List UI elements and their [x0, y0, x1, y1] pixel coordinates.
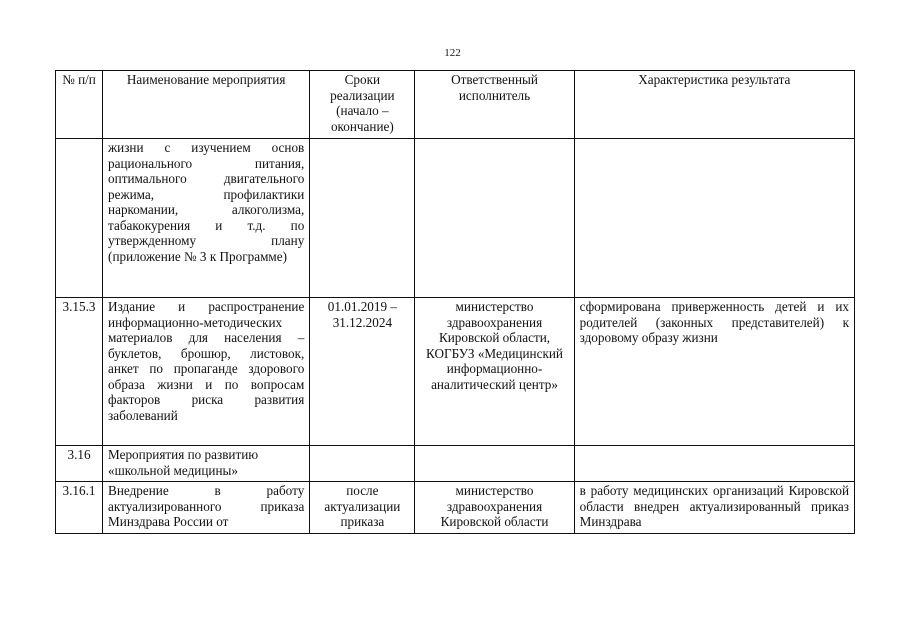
header-result: Характеристика результата [574, 71, 854, 139]
cell-dates: 01.01.2019 – 31.12.2024 [310, 298, 415, 446]
cell-number: 3.15.3 [56, 298, 103, 446]
cell-executor: министерство здравоохранения Кировской области, КОГБУЗ «Медицинский информационно-аналитический центр» [415, 298, 574, 446]
header-number: № п/п [56, 71, 103, 139]
cell-dates: после актуализации приказа [310, 482, 415, 534]
header-dates: Сроки реализации (начало – окончание) [310, 71, 415, 139]
table-row [56, 139, 855, 298]
cell-activity-name: жизни с изучением основ рационального питания, оптимального двигательного режима, профилактики наркомании, алкоголизма, табакокурения и т.д. по утвержденному плану (приложение № 3 к Программе) [103, 139, 310, 298]
table-row [56, 482, 855, 534]
cell-executor [415, 446, 574, 482]
cell-dates [310, 139, 415, 298]
cell-number: 3.16 [56, 446, 103, 482]
cell-number [56, 139, 103, 298]
header-activity-name: Наименование мероприятия [103, 71, 310, 139]
header-executor: Ответственный исполнитель [415, 71, 574, 139]
cell-executor [415, 139, 574, 298]
cell-result: в работу медицинских организаций Кировской области внедрен актуализированный приказ Минздрава [574, 482, 854, 534]
cell-result: сформирована приверженность детей и их родителей (законных представителей) к здоровому образу жизни [574, 298, 854, 446]
cell-activity-name: Внедрение в работу актуализированного приказа Минздрава России от [103, 482, 310, 534]
table-row [56, 298, 855, 446]
table-row [56, 446, 855, 482]
cell-number: 3.16.1 [56, 482, 103, 534]
table-header-row [56, 71, 855, 139]
cell-result [574, 446, 854, 482]
cell-executor: министерство здравоохранения Кировской области [415, 482, 574, 534]
program-table [55, 70, 855, 534]
cell-result [574, 139, 854, 298]
cell-activity-name: Издание и распространение информационно-методических материалов для населения – буклетов, брошюр, листовок, анкет по пропаганде здорового образа жизни и по вопросам факторов риска развития заболеваний [103, 298, 310, 446]
page-number: 122 [444, 47, 461, 59]
cell-activity-name: Мероприятия по развитию «школьной медицины» [103, 446, 310, 482]
cell-dates [310, 446, 415, 482]
